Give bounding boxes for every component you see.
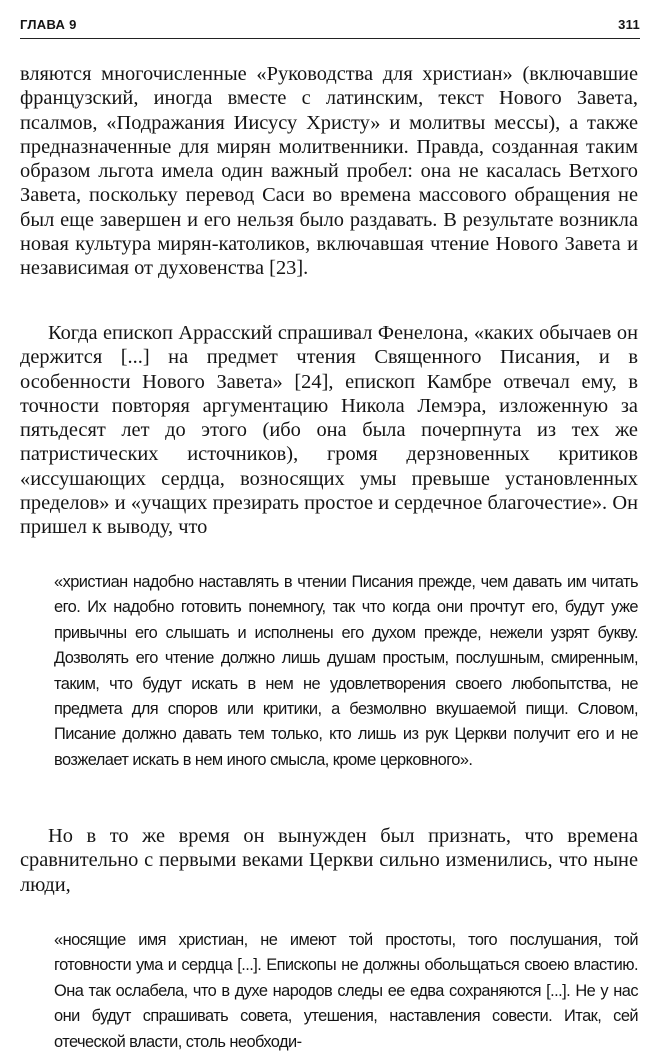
chapter-title: ГЛАВА 9: [20, 17, 77, 32]
running-header: [20, 14, 640, 39]
paragraph-text: вляются многочисленные «Руководства для христиан» (включавшие французский, иногда вместе с латинским, текст Нового Завета, псалмов, «Подражания Иисусу Христу» и молитвы мессы), а также предназначенные для мирян молитвенники. Правда, созданная таким образом льгота имела один важный пробел: она не касалась Ветхого Завета, поскольку перевод Саси во времена массового обращения не был еще завершен и его нельзя было раздавать. В результате возникла новая культура мирян-католиков, включавшая чтение Нового Завета и независимая от духовенства [23].: [20, 63, 638, 280]
body-paragraph-2: [20, 321, 638, 540]
quote-text: «носящие имя христиан, не имеют той простоты, того послушания, той готовности ума и сердца [...]. Епископы не должны обольщаться своею властию. Она так ослабела, что в духе народов следы ее едва сохраняются [...]. Не у нас они будут спрашивать совета, утешения, наставления совести. Итак, сей отеческой власти, столь необходи-: [54, 931, 638, 1051]
quote-text: «христиан надобно наставлять в чтении Писания прежде, чем давать им читать его. Их надобно готовить понемногу, так что когда они прочтут его, будут уже привычны его слышать и исполнены его духом прежде, нежели узрят букву. Дозволять его чтение должно лишь душам простым, послушным, смиренным, таким, что будут искать в нем не удовлетворения своего любопытства, не предмета для споров или критики, а безмолвно вкушаемой пищи. Словом, Писание должно давать тем только, кто лишь из рук Церкви получит его и не возжелает искать в нем иного смысла, кроме церковного».: [54, 573, 638, 769]
paragraph-text: Но в то же время он вынужден был признать, что времена сравнительно с первыми веками Церкви сильно изменились, что ныне люди,: [20, 825, 638, 896]
body-paragraph-3: [20, 824, 638, 897]
paragraph-text: Когда епископ Аррасский спрашивал Фенелона, «каких обычаев он держится [...] на предмет чтения Священного Писания, и в особенности Нового Завета» [24], епископ Камбре отвечал ему, в точности повторяя аргументацию Никола Лемэра, изложенную за пятьдесят лет до этого (ибо она была почерпнута из тех же патристических источников), громя дерзновенных критиков «иссушающих сердца, возносящих умы превыше установленных пределов» и «учащих презирать простое и сердечное благочестие». Он пришел к выводу, что: [20, 322, 638, 539]
block-quote-2: [54, 928, 638, 1055]
block-quote-1: [54, 570, 638, 773]
body-paragraph-1: [20, 62, 638, 281]
page-number: 311: [618, 17, 640, 32]
